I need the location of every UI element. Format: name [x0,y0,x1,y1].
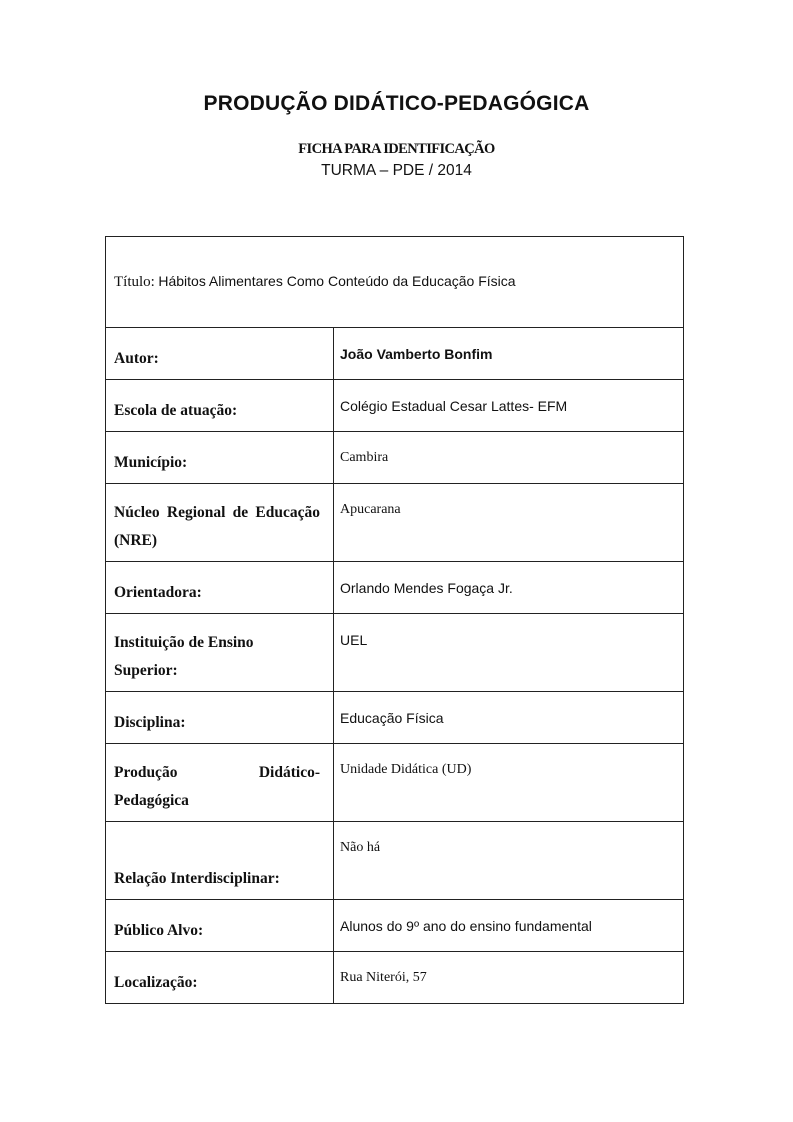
table-row [106,432,684,484]
row-label: Disciplina: [106,692,334,744]
row-value: Colégio Estadual Cesar Lattes- EFM [334,380,684,432]
table-row [106,900,684,952]
row-value: Educação Física [334,692,684,744]
row-label: Orientadora: [106,562,334,614]
table-row [106,692,684,744]
titulo-label: Título: [114,274,155,290]
row-label: Localização: [106,952,334,1004]
row-value: Cambira [334,432,684,484]
table-row [106,380,684,432]
row-label: Instituição de Ensino Superior: [106,614,334,692]
row-value: Unidade Didática (UD) [334,744,684,822]
row-label: Relação Interdisciplinar: [106,822,334,900]
row-value: Apucarana [334,484,684,562]
row-label: Escola de atuação: [106,380,334,432]
table-row [106,744,684,822]
row-label: Produção Didático- Pedagógica [106,744,334,822]
row-label: Autor: [106,328,334,380]
table-row [106,822,684,900]
row-label: Município: [106,432,334,484]
table-row [106,562,684,614]
row-value: Orlando Mendes Fogaça Jr. [334,562,684,614]
titulo-value: Hábitos Alimentares Como Conteúdo da Educação Física [158,273,516,289]
class-subtitle: TURMA – PDE / 2014 [321,162,472,179]
row-value: Não há [334,822,684,900]
row-label: Núcleo Regional de Educação (NRE) [106,484,334,562]
table-row [106,484,684,562]
form-subtitle: FICHA PARA IDENTIFICAÇÃO [298,141,495,157]
titulo-cell [106,237,684,328]
table-row [106,328,684,380]
table-row [106,614,684,692]
document-title: PRODUÇÃO DIDÁTICO-PEDAGÓGICA [203,92,590,115]
table-row [106,952,684,1004]
row-value: João Vamberto Bonfim [334,328,684,380]
table-row-titulo [106,237,684,328]
identification-table [105,236,684,1004]
row-value: Rua Niterói, 57 [334,952,684,1004]
row-value: UEL [334,614,684,692]
row-value: Alunos do 9º ano do ensino fundamental [334,900,684,952]
row-label: Público Alvo: [106,900,334,952]
